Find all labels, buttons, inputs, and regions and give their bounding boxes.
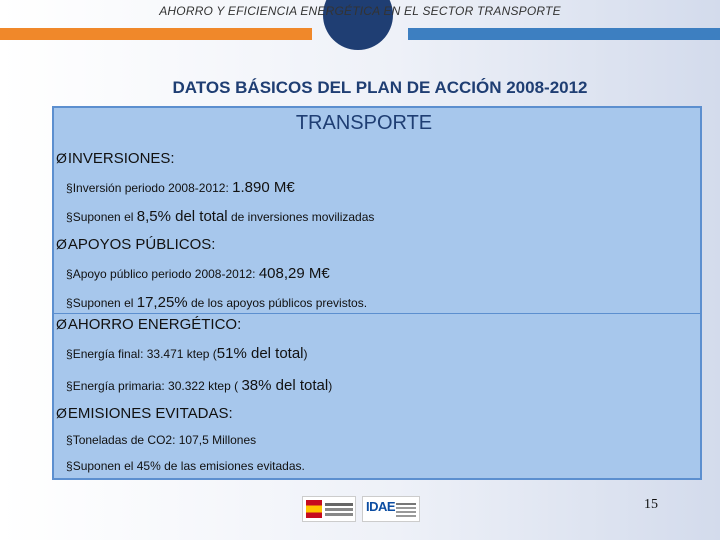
list-item: §Suponen el 8,5% del total de inversiones movilizadas — [66, 208, 375, 225]
blue-header-bar — [408, 28, 720, 40]
arrow-bullet-icon: Ø — [56, 316, 67, 332]
list-item: §Energía final: 33.471 ktep (51% del total) — [66, 345, 308, 362]
section-heading-apoyos: ØAPOYOS PÚBLICOS: — [56, 236, 216, 253]
panel-divider — [52, 313, 702, 314]
page-number: 15 — [644, 497, 658, 512]
header-title: AHORRO Y EFICIENCIA ENERGÉTICA EN EL SECTOR TRANSPORTE — [159, 4, 561, 18]
list-item: §Apoyo público periodo 2008-2012: 408,29 M€ — [66, 265, 330, 282]
list-item: §Suponen el 45% de las emisiones evitadas. — [66, 459, 305, 473]
government-logo — [302, 496, 356, 522]
list-item: §Energía primaria: 30.322 ktep ( 38% del total) — [66, 377, 333, 394]
arrow-bullet-icon: Ø — [56, 150, 67, 166]
section-heading-emisiones: ØEMISIONES EVITADAS: — [56, 405, 233, 422]
idae-logo: IDAE — [362, 496, 420, 522]
list-item: §Inversión periodo 2008-2012: 1.890 M€ — [66, 179, 295, 196]
square-bullet-icon: § — [66, 379, 73, 393]
list-item: §Suponen el 17,25% de los apoyos públicos previstos. — [66, 294, 368, 311]
square-bullet-icon: § — [66, 210, 73, 224]
square-bullet-icon: § — [66, 181, 73, 195]
flag-icon — [306, 500, 322, 518]
square-bullet-icon: § — [66, 347, 73, 361]
panel-subtitle: TRANSPORTE — [295, 112, 433, 134]
orange-header-bar — [0, 28, 312, 40]
square-bullet-icon: § — [66, 459, 73, 473]
section-heading-ahorro: ØAHORRO ENERGÉTICO: — [56, 316, 242, 333]
slide-title: DATOS BÁSICOS DEL PLAN DE ACCIÓN 2008-2012 — [172, 78, 588, 97]
section-heading-inversiones: ØINVERSIONES: — [56, 150, 175, 167]
square-bullet-icon: § — [66, 296, 73, 310]
list-item: §Toneladas de CO2: 107,5 Millones — [66, 433, 257, 447]
arrow-bullet-icon: Ø — [56, 405, 67, 421]
arrow-bullet-icon: Ø — [56, 236, 67, 252]
square-bullet-icon: § — [66, 267, 73, 281]
square-bullet-icon: § — [66, 433, 73, 447]
